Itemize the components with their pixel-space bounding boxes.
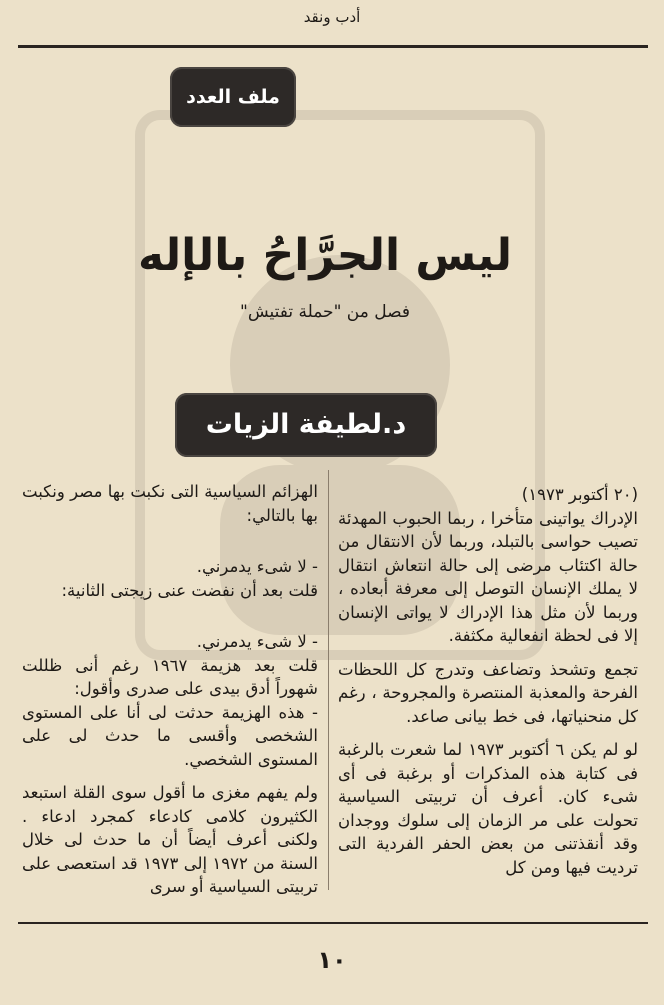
paragraph: لو لم يكن ٦ أكتوبر ١٩٧٣ لما شعرت بالرغبة فى كتابة هذه المذكرات أو برغبة فى أى شىء كان. أعرف أن تربيتى السياسية تحولت على مر الزمان إلى سلوك ووجدان وقد أنقذتنى من بعض الحفر الفردية التى ترديت فيها ومن كل	[338, 740, 638, 877]
paragraph: الهزائم السياسية التى نكبت بها مصر ونكبت بها بالتالي:	[22, 482, 318, 525]
top-rule	[18, 45, 648, 48]
dialogue-line: - لا شىء يدمرني.	[196, 557, 318, 576]
page-number: ١٠	[317, 946, 347, 974]
author-badge: د.لطيفة الزيات	[175, 393, 437, 457]
column-left	[22, 480, 318, 899]
dialogue-line: - هذه الهزيمة حدثت لى أنا على المستوى الشخصى وأقسى ما حدث لى على المستوى الشخصي.	[22, 702, 318, 769]
dialogue-line: - لا شىء يدمرني.	[196, 632, 318, 651]
paragraph: ولم يفهم مغزى ما أقول سوى القلة استبعد الكثيرون كلامى كادعاء كمجرد ادعاء . ولكنى أعرف أيضاً أن ما حدث لى خلال السنة من ١٩٧٢ إلى ١٩٧٣ قد استعصى على تربيتى السياسية أو سرى	[22, 783, 318, 896]
diary-date: (٢٠ أكتوبر ١٩٧٣)	[521, 485, 638, 504]
column-separator	[328, 470, 329, 890]
paragraph: تجمع وتشحذ وتضاعف وتدرج كل اللحظات الفرحة والمعذبة المنتصرة والمجروحة ، رغم كل منحنياتها، فى خط بيانى صاعد.	[338, 659, 638, 726]
bottom-rule	[18, 922, 648, 924]
paragraph: قلت بعد أن نفضت عنى زيجتى الثانية:	[61, 580, 318, 600]
paragraph: الإدراك يواتينى متأخرا ، ربما الحبوب المهدئة تصيب حواسى بالتبلد، وربما لأن الانتقال من حالة اكتئاب مرضى إلى حالة انتعاش انتقال لا يملك الإنسان التوصل إلى معرفة أبعاده ، وربما لأن مثل هذا الإدراك لا يواتى الإنسان إلا فى لحظة انفعالية مكثفة.	[338, 508, 638, 645]
article-title: ليس الجرَّاحُ بالإله	[137, 230, 513, 281]
issue-file-badge: ملف العدد	[170, 67, 296, 127]
article-subtitle: فصل من "حملة تفتيش"	[240, 302, 410, 322]
running-head: أدب ونقد	[303, 8, 361, 26]
column-right	[338, 483, 638, 879]
paragraph: قلت بعد هزيمة ١٩٦٧ رغم أنى ظللت شهوراً أدق بيدى على صدرى وأقول:	[22, 655, 318, 698]
